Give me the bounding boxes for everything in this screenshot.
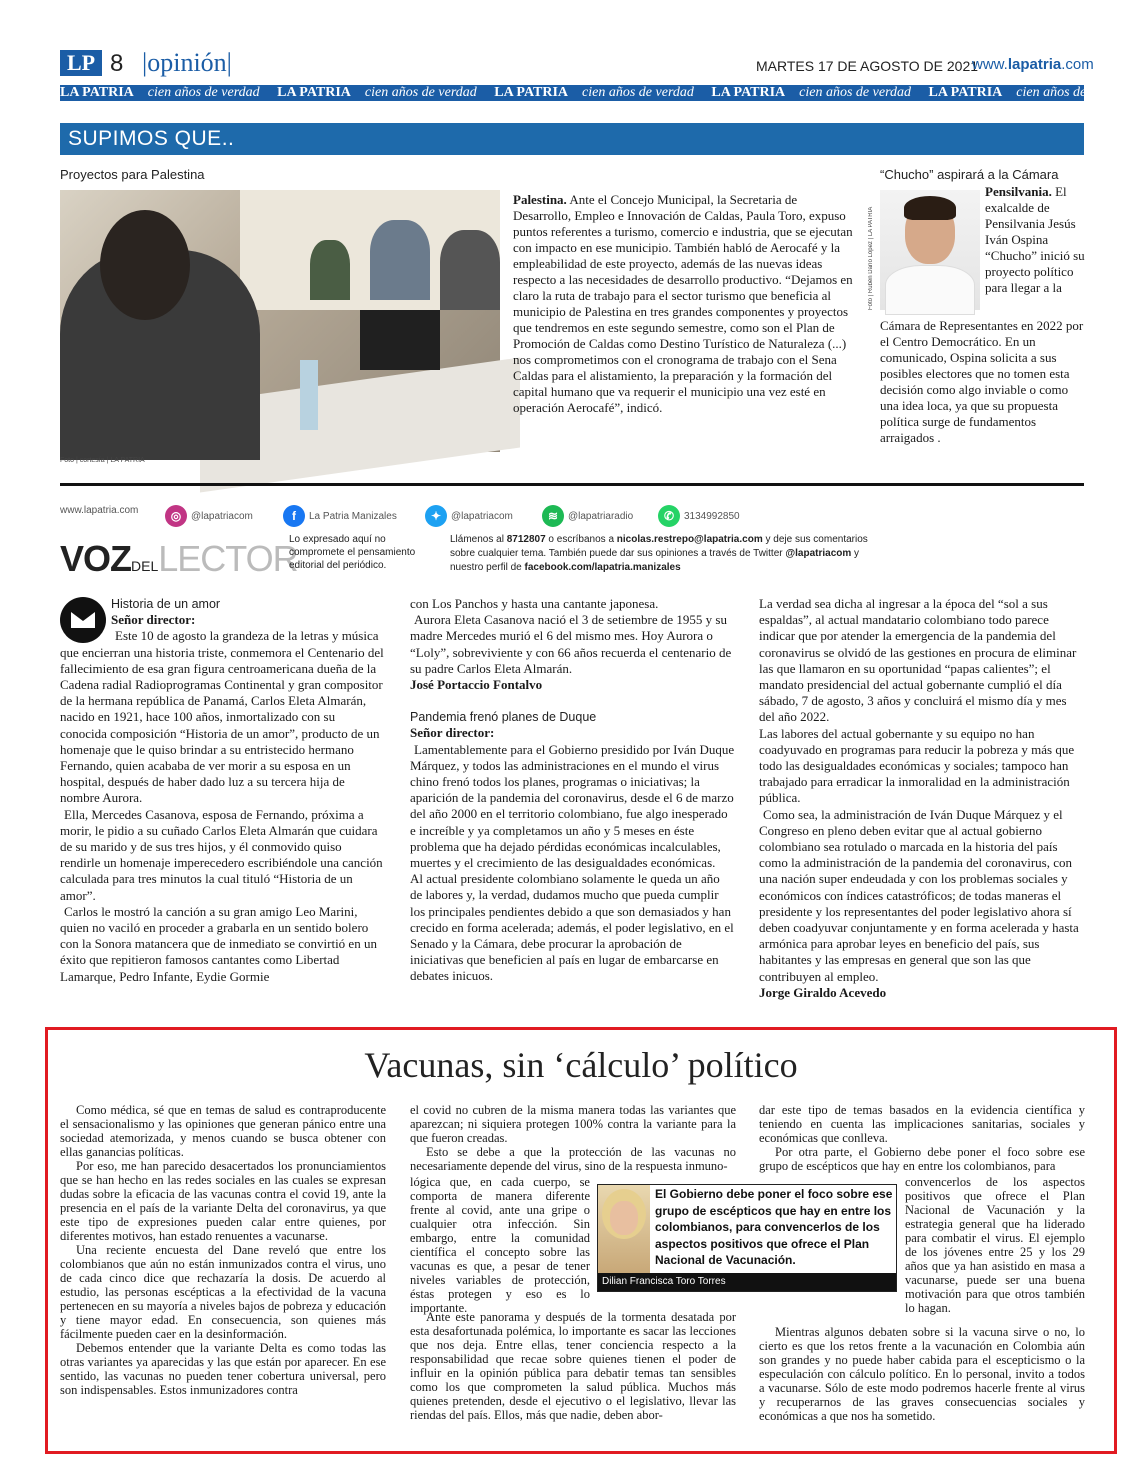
- brief-headline-chucho: “Chucho” aspirará a la Cámara: [880, 167, 1059, 182]
- letter-signature: José Portaccio Fontalvo: [410, 677, 543, 693]
- social-facebook[interactable]: f La Patria Manizales: [283, 505, 397, 527]
- article-paragraph: Esto se debe a que la protección de las vacunas no necesariamente depende del virus, sino de la respuesta inmuno-: [410, 1145, 736, 1173]
- letter-column-2: [410, 596, 735, 985]
- brief-headline-palestina: Proyectos para Palestina: [60, 167, 205, 182]
- ospina-portrait: [880, 190, 980, 310]
- article-column-2b: [410, 1175, 590, 1315]
- article-column-3b: [905, 1175, 1085, 1315]
- article-column-2a: [410, 1103, 736, 1173]
- letter-paragraph: Como sea, la administración de Iván Duque Márquez y el Congreso en pleno deben evitar que al actual gobierno colombiano sea rotulado o marcada en la historia del país como la administración de la pandemia del coronavirus, con una nación super endeudada y con los problemas sociales y económicos con índices catastróficos; de todas maneras el presidente y los representantes del poder legislativo ahora sí deben coadyuvar conjuntamente y en forma acelerada y hasta armónica para aprobar leyes en beneficio del país, sus habitantes y las empresas en general que son las que contribuyen al empleo.: [759, 806, 1079, 984]
- brief-body-palestina: Palestina. Ante el Concejo Municipal, la Secretaria de Desarrollo, Empleo e Innovación de Caldas, Paula Toro, expuso puntos referentes a turismo, comercio e industria, que se ejecutan con impacto en ese municipio. También habló de Aerocafé y la empleabilidad de este proyecto, además de las nuevas ideas respecto a las necesidades de desarrollo productivo. “Dejamos en claro la ruta de trabajo para el sector turismo que beneficia al municipio de Palestina en tres grandes componentes y proyectos que tendremos en este segundo semestre, como son el Plan de Promoción de Caldas como Destino Turístico de Naturaleza (...) nos comprometimos con el cronograma de trabajo con el Sena Caldas para el alistamiento, la preparación y la formación del capital humano que va requerir el municipio una vez esté en operación Aerocafé”, indicó.: [513, 192, 853, 415]
- article-paragraph: Una reciente encuesta del Dane reveló que entre los colombianos que aún no están inmunizados contra el virus, uno de cada cinco dice que rechazaría la dosis. De acuerdo al estudio, las personas escépticas a la efectividad de la vacuna pertenecen en su mayoría a niveles bajos de pobreza y educación y tiene mayor edad. En consecuencia, son quienes más fácilmente pueden caer en la desinformación.: [60, 1243, 386, 1341]
- letter-column-3: [759, 596, 1084, 1001]
- divider: [60, 483, 1084, 486]
- contact-info: Llámenos al 8712807 o escríbanos a nicolas.restrepo@lapatria.com y deje sus comentarios sobre cualquier tema. También puede dar sus opiniones a través de Twitter @lapatriacom y nuestro perfil de facebook.com/lapatria.manizales: [450, 534, 868, 573]
- site-url[interactable]: www.lapatria.com: [972, 56, 1094, 73]
- letter-paragraph: Las labores del actual gobernante y su equipo no han coadyuvado en programas para reducir la pobreza y más que todo las desigualdades económicas y sociales; tampoco han trabajado para erradicar la inmoralidad en la administración pública.: [759, 725, 1075, 806]
- lp-logo: LP: [60, 50, 102, 76]
- page-number: 8: [110, 50, 124, 77]
- article-paragraph: dar este tipo de temas basados en la evidencia científica y teniendo en cuenta las implicaciones sanitarias, sociales y económicas que conlleva.: [759, 1103, 1085, 1145]
- letter-title-historia: Historia de un amor: [111, 597, 221, 611]
- twitter-icon: ✦: [425, 505, 447, 527]
- letter-paragraph: Al actual presidente colombiano solamente le queda un año de labores y, la verdad, dudamos mucho que pueda cumplir los principales pendientes debido a que son demasiados y han crecido en forma acelerada; además, el poder legislativo, en el Senado y la Cámara, debe procurar la aprobación de iniciativas que beneficien al país en lugar de embarcarse en debates inicuos.: [410, 871, 734, 984]
- author-name: Dilian Francisca Toro Torres: [598, 1273, 896, 1291]
- pull-quote: El Gobierno debe poner el foco sobre ese grupo de escépticos que hay en entre los colombianos, para convencerlos de los aspectos positivos que ofrece el Plan Nacional de Vacunación.: [655, 1187, 893, 1267]
- article-paragraph: el covid no cubren de la misma manera todas las variantes que aparezcan; ni siquiera protegen 100% contra la variante para la que fueron creadas.: [410, 1103, 736, 1145]
- article-paragraph: Como médica, sé que en temas de salud es contraproducente el sensacionalismo y las opiniones que generan pánico entre una sociedad atemorizada, y menos cuando se busca obtener con ellas ganancias políticas.: [60, 1103, 386, 1159]
- author-photo: [598, 1185, 650, 1273]
- letter-title-pandemia: Pandemia frenó planes de Duque: [410, 710, 597, 725]
- letter-paragraph: Carlos le mostró la canción a su gran amigo Leo Marini, quien no vaciló en proceder a grabarla en un sentido bolero con la Sonora matancera que de inmediato se convirtió en un éxito que repitieron famosos cantantes como Libertad Lamarque, Pedro Infante, Eydie Gormie: [60, 903, 377, 984]
- palestina-photo: [60, 190, 500, 452]
- letter-paragraph: Aurora Eleta Casanova nació el 3 de setiembre de 1955 y su madre Mercedes murió el 6 del mismo mes. Hoy Aurora o “Loly”, sobreviviente y con 66 años recuerda el centenario de su padre Carlos Eleta Almarán.: [410, 612, 732, 676]
- letter-paragraph: con Los Panchos y hasta una cantante japonesa.: [410, 596, 659, 611]
- social-whatsapp[interactable]: ✆ 3134992850: [658, 505, 740, 527]
- letter-paragraph: Ella, Mercedes Casanova, esposa de Fernando, próxima a morir, le pidio a su cuñado Carlos Eleta Almarán que cuidara de su marido y de sus tres hijos, y él conmovido quiso rendirle un homenaje imperecedero escribiéndole una canción calculada para tres minutos la cual tituló “Historia de un amor”.: [60, 806, 383, 903]
- salutation: Señor director:: [410, 725, 495, 741]
- social-spotify[interactable]: ≋ @lapatriaradio: [542, 505, 633, 527]
- letter-paragraph: Lamentablemente para el Gobierno presidido por Iván Duque Márquez, y todos las administraciones en el mundo el virus chino frenó todos los planes, programas o iniciativas; la aparición de la pandemia del coronavirus, desde el 6 de marzo del año 2000 en el territorio colombiano, fue algo inesperado e increíble y ya completamos un año y 5 meses en éste problema que ha dejado pérdidas económicas incalculables, muertes y el crecimiento de las desigualdades económicas.: [410, 741, 735, 871]
- spotify-icon: ≋: [542, 505, 564, 527]
- article-paragraph: convencerlos de los aspectos positivos que ofrece el Plan Nacional de Vacunación y la estrategia general que ha liderado para combatir el virus. El ejemplo de los jóvenes entre 25 y los 29 años que ya han asistido en masa a vacunarse, puede ser una buena motivación para que otros también lo hagan.: [905, 1175, 1085, 1315]
- photo-credit: Foto | cortesía | LA PATRIA: [60, 457, 145, 464]
- article-paragraph: Ante este panorama y después de la tormenta desatada por esta desafortunada polémica, lo importante es sacar las lecciones que nos deja. Entre ellas, tener conciencia respecto a la responsabilidad que recae sobre quienes tienen el poder de influir en la opinión pública para debatir temas tan sensibles como los que comprometen la salud pública. Muchos más quienes pretenden, desde el ejecutivo o el legislativo, llevar las riendas del país. Ellos, más que nadie, deben abor-: [410, 1310, 736, 1422]
- letter-paragraph: Este 10 de agosto la grandeza de la letras y música que encierran una historia triste, conmemora el Centenario del fallecimiento de esa gran figura centroamericana dueña de la Cadena radial Radioprogramas Continental y gran compositor de la hermana república de Panamá, Carlos Eleta Almarán, nacido en 1921, hace 100 años, inmortalizado con su conocida composición “Historia de un amor”, producto de un homenaje que le quiso brindar a su entristecido hermano Fernando, quien acababa de ver morir a su esposa en un hospital, después de haber dado luz a su tercera hija de nombre Aurora.: [60, 628, 384, 806]
- article-column-1: [60, 1103, 386, 1397]
- social-instagram[interactable]: ◎ @lapatriacom: [165, 505, 253, 527]
- editorial-disclaimer: Lo expresado aquí no compromete el pensamiento editorial del periódico.: [289, 534, 416, 571]
- instagram-icon: ◎: [165, 505, 187, 527]
- issue-date: MARTES 17 DE AGOSTO DE 2021: [756, 58, 979, 74]
- section-name: |opinión|: [142, 48, 232, 77]
- brief-body-chucho-narrow: Pensilvania. El exalcalde de Pensilvania Jesús Iván Ospina “Chucho” inició su proyecto político para llegar a la: [985, 184, 1085, 295]
- letter-signature: Jorge Giraldo Acevedo: [759, 984, 887, 1000]
- article-paragraph: Mientras algunos debaten sobre si la vacuna sirve o no, lo cierto es que los retos frente a la vacunación en Colombia aún son grandes y no puede haber cabida para el escepticismo o la especulación con cálculo político. En lo personal, invito a todos a vacunarse. Sólo de este modo podremos hacerle frente al virus y recuperarnos de las graves consecuencias sociales y económicas a que nos ha sometido.: [759, 1325, 1085, 1423]
- article-title: Vacunas, sin ‘cálculo’ político: [364, 1045, 798, 1085]
- article-paragraph: Por otra parte, el Gobierno debe poner el foco sobre ese grupo de escépticos que hay en entre los colombianos, para: [759, 1145, 1085, 1173]
- social-twitter[interactable]: ✦ @lapatriacom: [425, 505, 513, 527]
- article-column-2c: [410, 1310, 736, 1422]
- article-column-3c: [759, 1325, 1085, 1423]
- facebook-icon: f: [283, 505, 305, 527]
- salutation: Señor director:: [111, 612, 196, 628]
- whatsapp-icon: ✆: [658, 505, 680, 527]
- portrait-credit: Foto | Rubén Darío López | LA PATRIA: [868, 206, 874, 310]
- section-band: SUPIMOS QUE..: [60, 123, 1084, 155]
- brand-strip: LA PATRIA cien años de verdad LA PATRIA cien años de verdad LA PATRIA cien años de verdad LA PATRIA cien años de verdad LA PATRIA cien años de verdad: [60, 85, 1129, 100]
- voz-del-lector-title: VOZDELLECTOR: [60, 538, 298, 579]
- letter-paragraph: La verdad sea dicha al ingresar a la época del “sol a sus espaldas”, al actual mandatario colombiano todo parece indicar que por atender la emergencia de la pandemia del coronavirus se olvidó de las gestiones en procura de eliminar las que llamaron en su oportunidad “papas calientes”; el mandato presidencial del actual gobernante cumplió el día sábado, 7 de agosto, 3 años y concluirá el mismo día y mes del año 2022.: [759, 596, 1077, 725]
- article-paragraph: lógica que, en cada cuerpo, se comporta de manera diferente frente al covid, ante una gripe o cualquier otra infección. Sin embargo, entre la comunidad científica el concepto sobre las vacunas es que, a pesar de tener niveles variables de protección, éstas protegen y eso es lo importante.: [410, 1175, 590, 1315]
- article-column-3a: [759, 1103, 1085, 1173]
- social-website[interactable]: www.lapatria.com: [60, 505, 139, 516]
- article-paragraph: Debemos entender que la variante Delta es como todas las otras variantes ya aparecidas y las que están por aparecer. En ese sentido, las vacunas no pueden tener cobertura universal, pero son indispensables. Estos inmunizadores contra: [60, 1341, 386, 1397]
- brief-body-chucho-wide: Cámara de Representantes en 2022 por el Centro Democrático. En un comunicado, Ospina solicita a sus posibles electores que no tomen esta decisión como algo inviable o como una idea loca, ya que su propuesta política surge de fundamentos arraigados .: [880, 318, 1084, 445]
- letter-column-1: [60, 596, 385, 985]
- article-paragraph: Por eso, me han parecido desacertados los pronunciamientos que se han hecho en las redes sociales en las cuales se expresan dudas sobre la eficacia de las vacunas contra el covid 19, ante la presencia en el país de la variante Delta del coronavirus, ya que este tipo de expresiones pueden calar entre quienes, por diferentes motivos, han estado renuentes a vacunarse.: [60, 1159, 386, 1243]
